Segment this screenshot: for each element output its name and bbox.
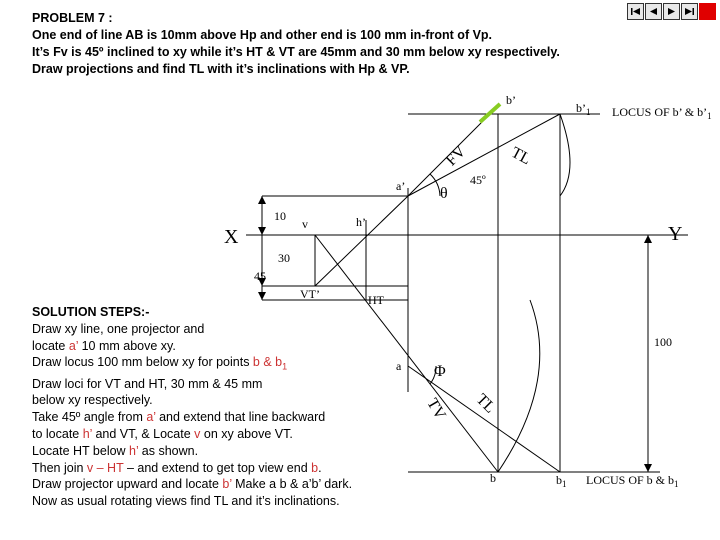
step-line: Take 45º angle from a’ and extend that line backward <box>32 410 326 425</box>
label-b1: $b_1$ <box>556 473 567 489</box>
label-h-prime: h’ <box>356 215 366 229</box>
label-x: X <box>224 226 239 248</box>
label-angle-45: 45º <box>470 173 486 187</box>
label-tv: TV <box>423 395 449 423</box>
step-line: Draw locus 100 mm below xy for points b & $b_1$ <box>32 355 288 372</box>
label-y: Y <box>668 223 683 245</box>
label-a-prime: a’ <box>396 179 406 193</box>
label-vt: VT’ <box>300 287 320 301</box>
label-fv: FV <box>442 142 470 170</box>
dim-arrow <box>258 292 266 300</box>
dim-arrow <box>258 227 266 235</box>
step-line: to locate h’ and VT, & Locate v on xy above VT. <box>32 427 293 442</box>
step-line: Locate HT below h’ as shown. <box>32 443 199 458</box>
dim-arrow <box>644 464 652 472</box>
label-dim-45: 45 <box>254 269 266 283</box>
problem-heading: PROBLEM 7 : <box>32 11 113 25</box>
step-line: Now as usual rotating views find TL and it’s inclinations. <box>32 494 340 509</box>
label-b: b <box>490 471 496 485</box>
arc-bottom <box>498 300 540 472</box>
step-line: below xy respectively. <box>32 393 153 408</box>
step-line: Draw projector upward and locate b’ Make a b & a’b’ dark. <box>32 477 353 492</box>
label-phi: Φ <box>434 363 446 380</box>
label-dim-10: 10 <box>274 209 286 223</box>
label-v: v <box>302 217 308 231</box>
fv-extension-line <box>315 196 408 286</box>
label-dim-100: 100 <box>654 335 672 349</box>
step-line: Then join v – HT – and extend to get top view end b. <box>32 460 322 475</box>
fv-highlight <box>480 104 500 122</box>
label-locus-top: LOCUS OF b’ & $b’_1$ <box>612 105 712 121</box>
label-b-prime: b’ <box>506 93 516 107</box>
label-a: a <box>396 359 402 373</box>
label-tl-top: TL <box>508 144 534 169</box>
dim-arrow <box>258 196 266 204</box>
solution-steps <box>32 304 352 510</box>
dim-arrow <box>644 235 652 243</box>
problem-line: Draw projections and find TL with it’s inclinations with Hp & VP. <box>32 62 410 76</box>
problem-line: One end of line AB is 10mm above Hp and other end is 100 mm in-front of Vp. <box>32 28 493 42</box>
step-line: Draw xy line, one projector and <box>32 321 205 336</box>
angle-arc-45 <box>430 174 440 196</box>
arc-top <box>560 114 570 196</box>
label-b1-prime: $b’_1$ <box>576 101 591 117</box>
step-line: Draw loci for VT and HT, 30 mm & 45 mm <box>32 376 263 391</box>
label-dim-30: 30 <box>278 251 290 265</box>
problem-line: It’s Fv is 45º inclined to xy while it’s HT & VT are 45mm and 30 mm below xy respectively. <box>32 45 560 59</box>
label-locus-bottom: LOCUS OF b & $b_1$ <box>586 473 679 489</box>
label-tl-bottom: TL <box>472 390 499 417</box>
steps-heading: SOLUTION STEPS:- <box>32 305 150 319</box>
label-ht: HT <box>368 293 384 307</box>
step-line: locate a’ 10 mm above xy. <box>32 338 176 353</box>
label-theta: θ <box>440 185 448 202</box>
